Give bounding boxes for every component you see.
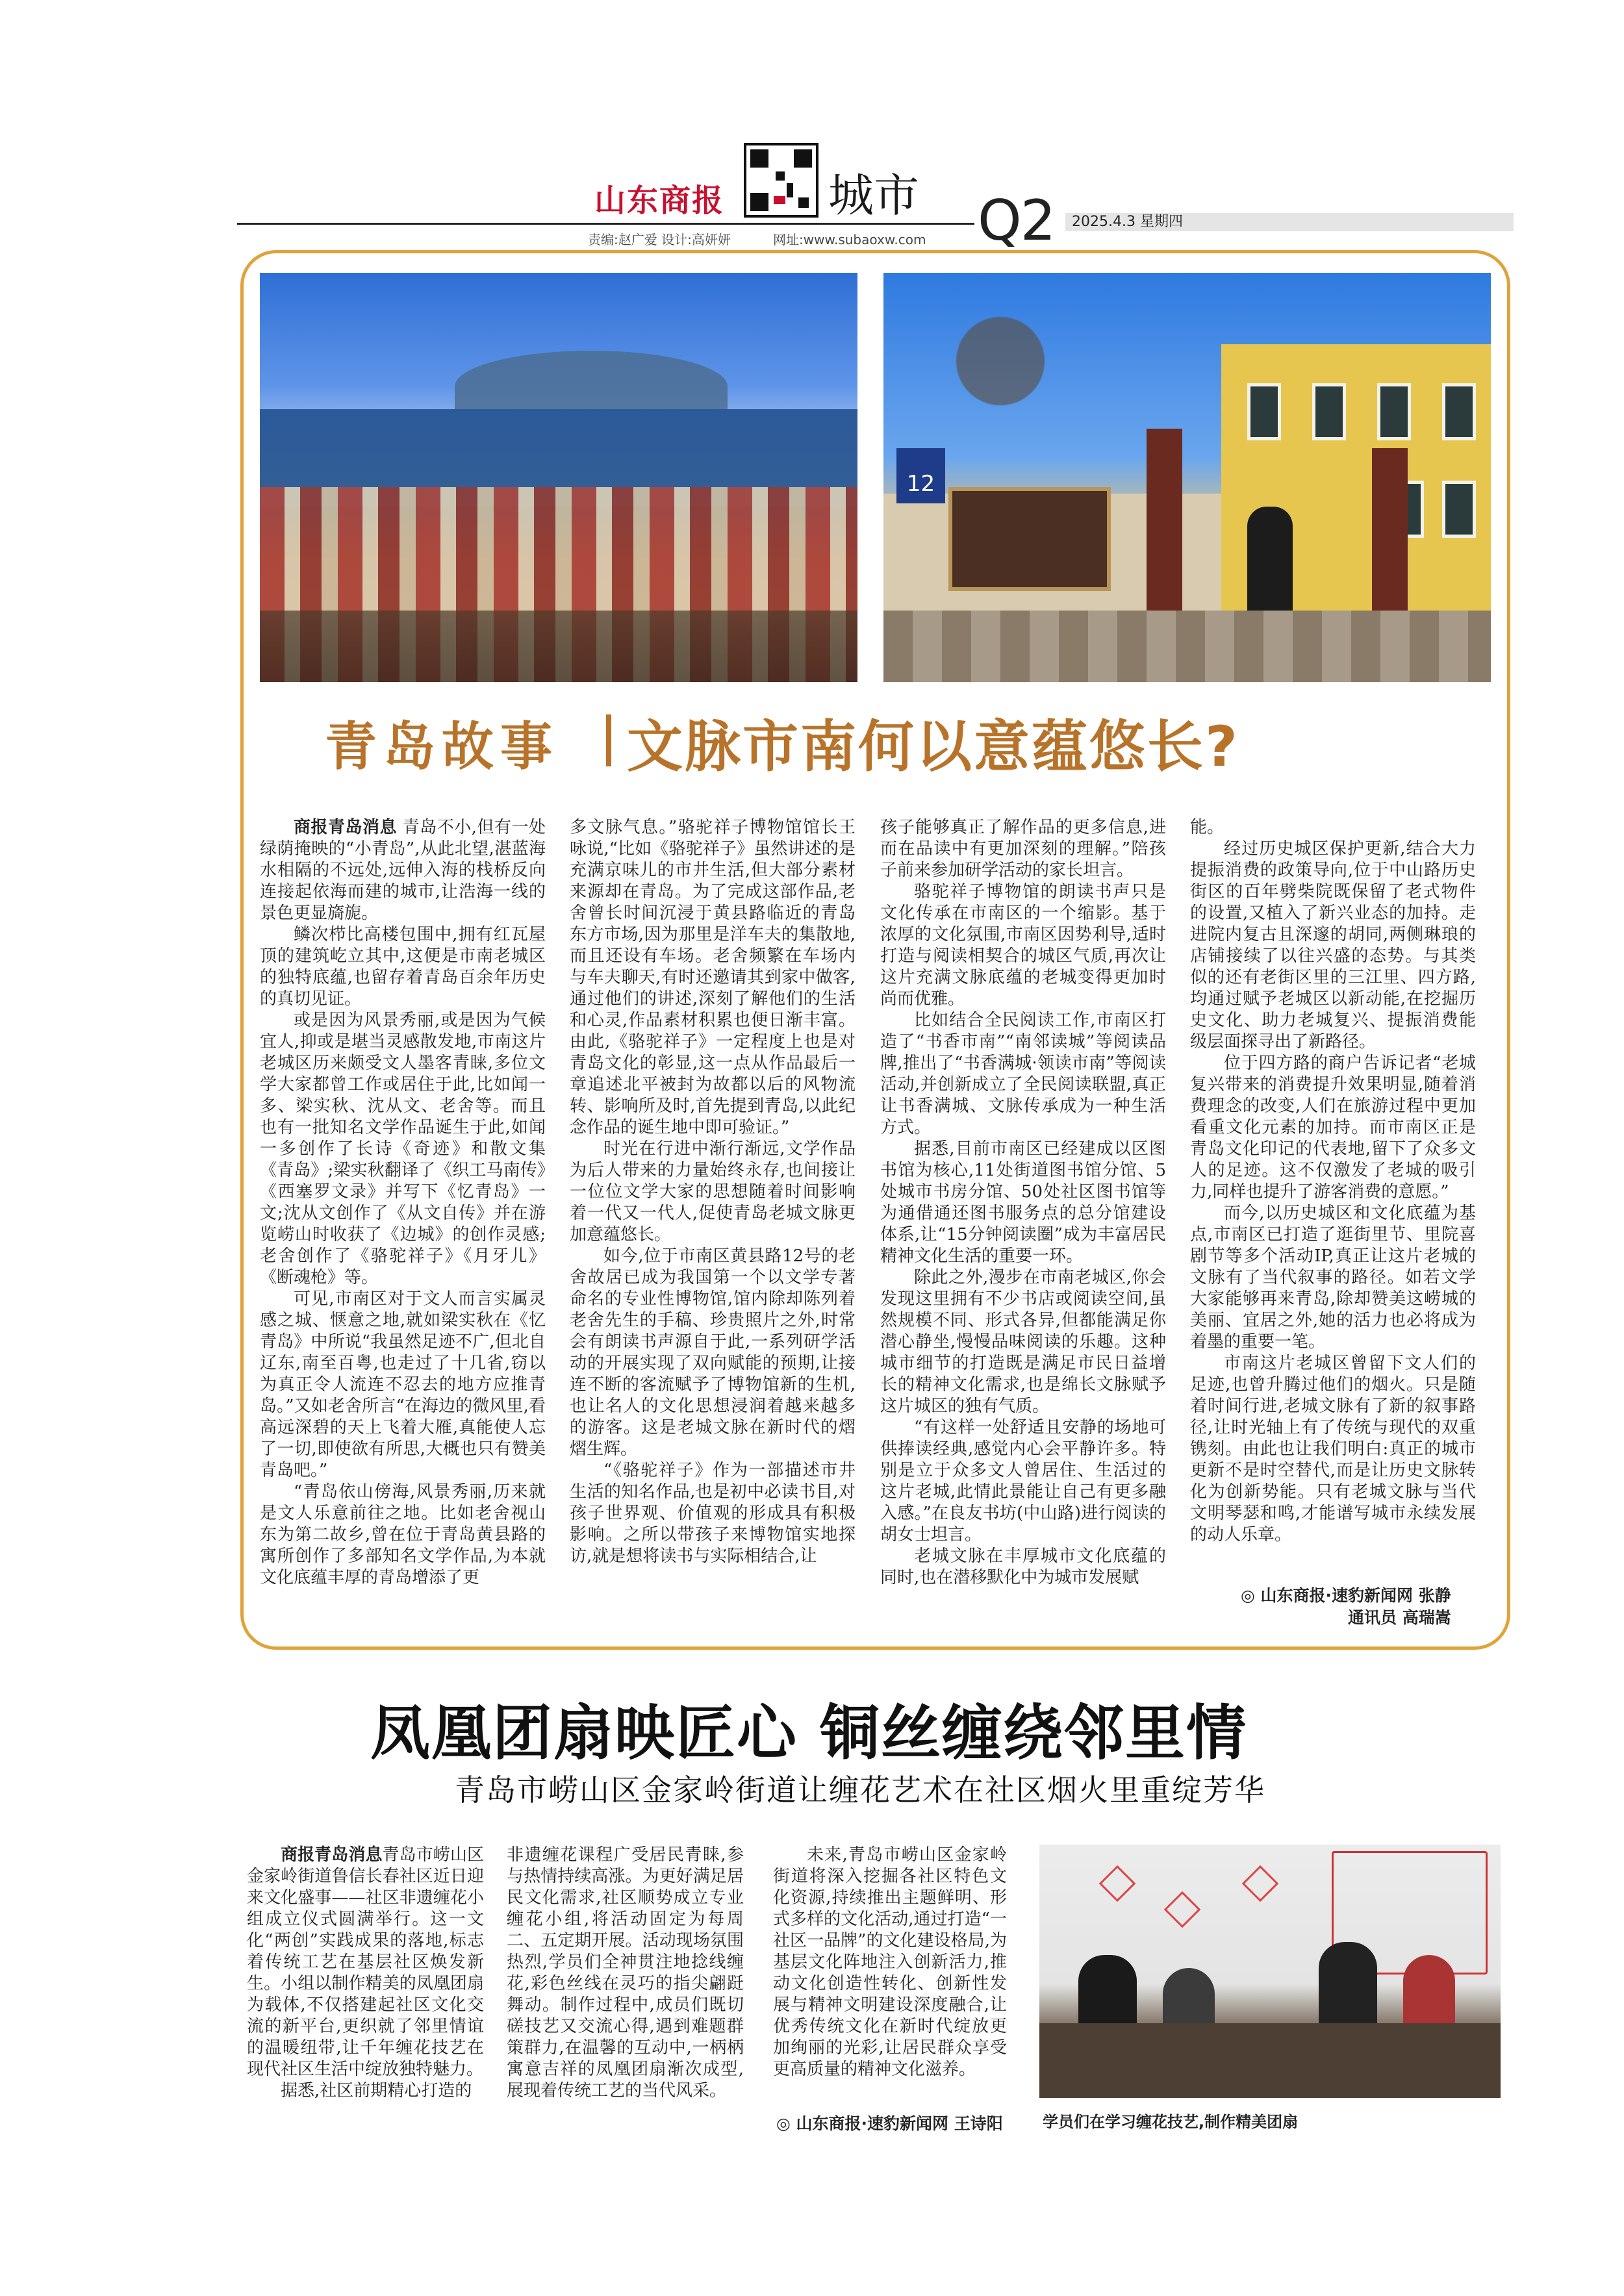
paragraph-text: 能。 xyxy=(1190,818,1224,837)
feature-kicker: 青岛故事 xyxy=(325,716,559,777)
article-paragraph xyxy=(1190,1053,1476,1203)
paragraph-text: 如今,位于市南区黄县路12号的老舍故居已成为我国第一个以文学专著命名的专业性博物馆,馆内除却陈列着老舍先生的手稿、珍贵照片之外,时常会有朗读书声源自于此,一系列研学活动的开展实现了双向赋能的预期,让接连不断的客流赋予了博物馆新的生机,也让名人的文化思想浸润着越来越多的游客。这是老城文脉在新时代的熠熠生辉。 xyxy=(570,1246,856,1459)
byline-reporter: ◎ 山东商报·速豹新闻网 张静 xyxy=(1241,1586,1451,1605)
paragraph-text: “有这样一处舒适且安静的场地可供捧读经典,感觉内心会平静许多。特别是立于众多文人曾居住、生活过的这片老城,此情此景能让自己有更多融入感。”在良友书坊(中山路)进行阅读的胡女士坦言。 xyxy=(880,1418,1166,1545)
article-paragraph xyxy=(880,881,1166,1010)
article-paragraph xyxy=(260,1010,546,1289)
house-number-sign: 12 xyxy=(896,448,945,503)
coastline-photo xyxy=(260,273,857,682)
paragraph-text: 孩子能够真正了解作品的更多信息,进而在品读中有更加深刻的理解。”陪孩子前来参加研学活动的家长坦言。 xyxy=(880,818,1166,880)
article-paragraph xyxy=(570,1139,856,1246)
article2-column-1 xyxy=(247,1845,484,2102)
memorial-plaque xyxy=(948,487,1111,591)
article-paragraph xyxy=(880,1267,1166,1417)
website-url: 网址:www.subaoxw.com xyxy=(773,232,926,247)
article-paragraph xyxy=(880,1010,1166,1139)
article-paragraph xyxy=(773,1845,1007,2080)
article-paragraph xyxy=(570,817,856,1139)
paragraph-text: 位于四方路的商户告诉记者“老城复兴带来的消费提升效果明显,随着消费理念的改变,人们在旅游过程中更加看重文化元素的加持。而市南区正是青岛文化印记的代表地,留下了众多文人的足迹。这不仅激发了老城的吸引力,同样也提升了游客消费的意愿。” xyxy=(1190,1053,1476,1202)
paragraph-text: 经过历史城区保护更新,结合大力提振消费的政策导向,位于中山路历史街区的百年劈柴院既保留了老式物件的设置,又植入了新兴业态的加持。走进院内复古且深邃的胡同,两侧琳琅的店铺接续了以往兴盛的态势。与其类似的还有老街区里的三江里、四方路,均通过赋予老城区以新动能,在挖掘历史文化、助力老城复兴、提振消费能级层面探寻出了新路径。 xyxy=(1190,839,1476,1052)
paragraph-text: 时光在行进中渐行渐远,文学作品为后人带来的力量始终永存,也间接让一位位文学大家的思想随着时间影响着一代又一代人,促使青岛老城文脉更加意蕴悠长。 xyxy=(570,1139,856,1244)
paragraph-text: 据悉,目前市南区已经建成以区图书馆为核心,11处街道图书馆分馆、5处城市书房分馆、50处社区图书馆等为通借通还图书服务点的总分馆建设体系,让“15分钟阅读圈”成为丰富居民精神文化生活的重要一环。 xyxy=(880,1139,1166,1266)
article-paragraph xyxy=(260,817,546,924)
masthead-rule xyxy=(237,223,974,225)
kicker-divider xyxy=(606,714,611,766)
feature-column-4 xyxy=(1190,817,1476,1546)
article-paragraph xyxy=(260,1289,546,1482)
feature-column-1 xyxy=(260,817,546,1589)
article-paragraph xyxy=(1190,839,1476,1053)
paragraph-text: 青岛市崂山区金家岭街道鲁信长春社区近日迎来文化盛事——社区非遗缠花小组成立仪式圆满举行。这一文化“两创”实践成果的落地,标志着传统工艺在基层社区焕发新生。小组以制作精美的凤凰团扇为载体,不仅搭建起社区文化交流的新平台,更织就了邻里情谊的温暖纽带,让千年缠花技艺在现代社区生活中绽放独特魅力。 xyxy=(247,1845,484,2079)
lao-she-residence-photo xyxy=(883,273,1491,682)
paragraph-text: 而今,以历史城区和文化底蕴为基点,市南区已打造了逛街里节、里院喜剧节等多个活动IP,真正让这片老城的文脉有了当代叙事的路径。如若文学大家能够再来青岛,除却赞美这崂城的美丽、宜居之外,她的活力也必将成为着墨的重要一笔。 xyxy=(1190,1204,1476,1352)
paragraph-text: 可见,市南区对于文人而言实属灵感之城、惬意之地,就如梁实秋在《忆青岛》中所说“我虽然足迹不广,但北自辽东,南至百粤,也走过了十几省,窃以为真正令人流连不忍去的地方应推青岛。”又如老舍所言“在海边的微风里,看高远深碧的天上飞着大雁,真能使人忘了一切,即使欲有所思,大概也只有赞美青岛吧。” xyxy=(260,1289,546,1480)
paragraph-text: 老城文脉在丰厚城市文化底蕴的同时,也在潜移默化中为城市发展赋 xyxy=(880,1546,1166,1587)
byline-correspondent: 通讯员 高瑞嵩 xyxy=(1348,1608,1451,1627)
page-number: Q2 xyxy=(978,188,1055,253)
feature-column-3 xyxy=(880,817,1166,1589)
feature-column-2 xyxy=(570,817,856,1567)
paragraph-text: 未来,青岛市崂山区金家岭街道将深入挖掘各社区特色文化资源,持续推出主题鲜明、形式多样的文化活动,通过打造“一社区一品牌”的文化建设格局,为基层文化阵地注入创新活力,推动文化创造性转化、创新性发展与精神文明建设深度融合,让优秀传统文化在新时代绽放更加绚丽的光彩,让居民群众享受更高质量的精神文化滋养。 xyxy=(773,1845,1007,2079)
workshop-photo xyxy=(1039,1845,1501,2098)
editor-credits: 责编:赵广爱 设计:高妍妍 xyxy=(588,232,731,247)
article-paragraph xyxy=(1190,1353,1476,1546)
paragraph-text: 或是因为风景秀丽,或是因为气候宜人,抑或是堪当灵感散发地,市南这片老城区历来颇受文人墨客青睐,多位文学大家都曾工作或居住于此,比如闻一多、梁实秋、沈从文、老舍等。而且也有一批知名文学作品诞生于此,如闻一多创作了长诗《奇迹》和散文集《青岛》;梁实秋翻译了《织工马南传》《西塞罗文录》并写下《忆青岛》一文;沈从文创作了《从文自传》并在游览崂山时收获了《边城》的创作灵感;老舍创作了《骆驼祥子》《月牙儿》《断魂枪》等。 xyxy=(260,1011,546,1287)
paragraph-text: 多文脉气息。”骆驼祥子博物馆馆长王咏说,“比如《骆驼祥子》虽然讲述的是充满京味儿的市井生活,但大部分素材来源却在青岛。为了完成这部作品,老舍曾长时间沉浸于黄县路临近的青岛东方市场,因为那里是洋车夫的集散地,而且还设有车场。老舍频繁在车场内与车夫聊天,有时还邀请其到家中做客,通过他们的讲述,深刻了解他们的生活和心灵,作品素材积累也便日渐丰富。由此,《骆驼祥子》一定程度上也是对青岛文化的彰显,这一点从作品最后一章追述北平被封为故都以后的风物流转、影响所及时,首先提到青岛,以此纪念作品的诞生地中即可验证。” xyxy=(570,818,856,1137)
article2-byline: ◎ 山东商报·速豹新闻网 王诗阳 xyxy=(776,2114,1003,2133)
feature-headline: 文脉市南何以意蕴悠长? xyxy=(627,714,1239,779)
feature-byline xyxy=(1241,1585,1451,1629)
article-paragraph xyxy=(880,1417,1166,1546)
issue-date: 2025.4.3 星期四 xyxy=(1072,214,1183,230)
article-paragraph xyxy=(260,924,546,1010)
article2-column-3 xyxy=(773,1845,1007,2080)
paragraph-text: 比如结合全民阅读工作,市南区打造了“书香市南”“南邻读城”等阅读品牌,推出了“书香满城·领读市南”等阅读活动,并创新成立了全民阅读联盟,真正让书香满城、文脉传承成为一种生活方式。 xyxy=(880,1011,1166,1137)
paragraph-text: 骆驼祥子博物馆的朗读书声只是文化传承在市南区的一个缩影。基于浓厚的文化氛围,市南区因势利导,适时打造与阅读相契合的城区气质,再次让这片充满文脉底蕴的老城变得更加时尚而优雅。 xyxy=(880,882,1166,1009)
article-paragraph xyxy=(247,2080,484,2102)
article-paragraph xyxy=(260,1482,546,1589)
newspaper-brand: 山东商报 xyxy=(594,183,725,219)
article-paragraph xyxy=(507,1845,744,2102)
article-paragraph xyxy=(880,1546,1166,1589)
paragraph-text: 青岛不小,但有一处绿荫掩映的“小青岛”,从此北望,湛蓝海水相隔的不远处,远伸入海的栈桥反向连接起依海而建的城市,让浩海一线的景色更显旖旎。 xyxy=(260,818,546,923)
article-paragraph xyxy=(1190,817,1476,839)
article2-subtitle: 青岛市崂山区金家岭街道让缠花艺术在社区烟火里重绽芳华 xyxy=(455,1772,1265,1808)
paragraph-text: “青岛依山傍海,风景秀丽,历来就是文人乐意前往之地。比如老舍视山东为第二故乡,曾在位于青岛黄县路的寓所创作了多部知名文学作品,为本就文化底蕴丰厚的青岛增添了更 xyxy=(260,1482,546,1587)
paragraph-text: “《骆驼祥子》作为一部描述市井生活的知名作品,也是初中必读书目,对孩子世界观、价值观的形成具有积极影响。之所以带孩子来博物馆实地探访,就是想将读书与实际相结合,让 xyxy=(570,1461,856,1566)
dateline: 商报青岛消息 xyxy=(281,1845,383,1865)
paragraph-text: 市南这片老城区曾留下文人们的足迹,也曾升腾过他们的烟火。只是随着时间行进,老城文脉有了新的叙事路径,让时光轴上有了传统与现代的双重镌刻。由此也让我们明白:真正的城市更新不是时空替代,而是让历史文脉转化为创新势能。只有老城文脉与当代文明琴瑟和鸣,才能谱写城市永续发展的动人乐章。 xyxy=(1190,1354,1476,1545)
article-paragraph xyxy=(570,1460,856,1567)
article2-title: 凤凰团扇映匠心 铜丝缠绕邻里情 xyxy=(370,1698,1248,1768)
qr-code-icon xyxy=(744,143,818,218)
article-paragraph xyxy=(570,1246,856,1460)
workshop-photo-caption: 学员们在学习缠花技艺,制作精美团扇 xyxy=(1043,2113,1299,2131)
dateline: 商报青岛消息 xyxy=(294,818,397,837)
article-paragraph xyxy=(1190,1203,1476,1353)
section-title: 城市 xyxy=(828,169,919,222)
article-paragraph xyxy=(247,1845,484,2080)
paragraph-text: 据悉,社区前期精心打造的 xyxy=(281,2081,472,2100)
article-paragraph xyxy=(880,817,1166,881)
article2-column-2 xyxy=(507,1845,744,2102)
paragraph-text: 鳞次栉比高楼包围中,拥有红瓦屋顶的建筑屹立其中,这便是市南老城区的独特底蕴,也留存着青岛百余年历史的真切见证。 xyxy=(260,925,546,1009)
article-paragraph xyxy=(880,1139,1166,1267)
paragraph-text: 除此之外,漫步在市南老城区,你会发现这里拥有不少书店或阅读空间,虽然规模不同、形式各异,但都能满足你潜心静坐,慢慢品味阅读的乐趣。这种城市细节的打造既是满足市民日益增长的精神文化需求,也是绵长文脉赋予这片城区的独有气质。 xyxy=(880,1268,1166,1416)
paragraph-text: 非遗缠花课程广受居民青睐,参与热情持续高涨。为更好满足居民文化需求,社区顺势成立专业缠花小组,将活动固定为每周二、五定期开展。活动现场氛围热烈,学员们全神贯注地捻线缠花,彩色丝线在灵巧的指尖翩跹舞动。制作过程中,成员们既切磋技艺又交流心得,遇到难题群策群力,在温馨的互动中,一柄柄寓意吉祥的凤凰团扇渐次成型,展现着传统工艺的当代风采。 xyxy=(507,1845,744,2100)
